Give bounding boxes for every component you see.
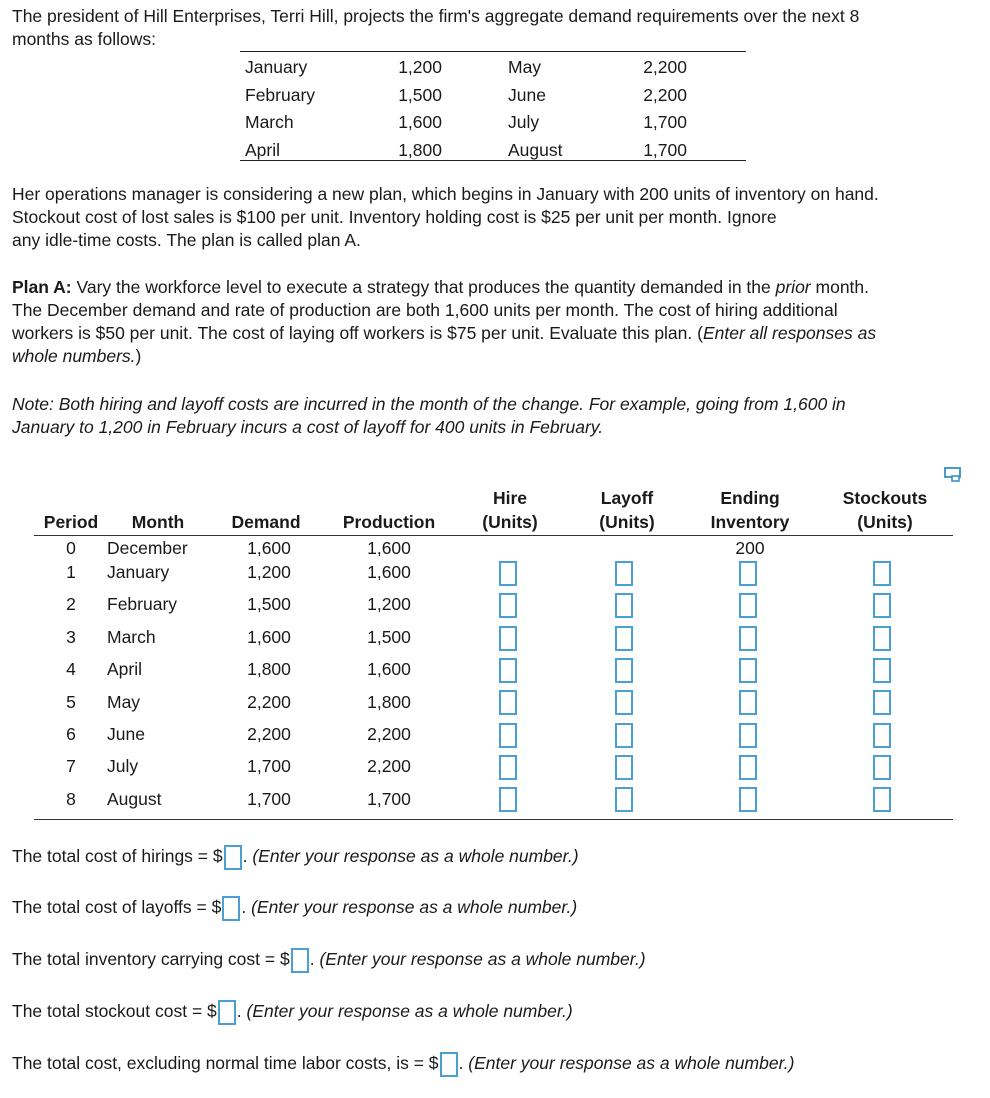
hire-input[interactable]: [499, 690, 517, 715]
cell-month: July: [107, 756, 139, 776]
cell-demand: 1,700: [247, 756, 291, 776]
header-demand: Demand: [231, 512, 301, 532]
layoff-input[interactable]: [615, 658, 633, 683]
header-production: Production: [342, 512, 436, 532]
cell-period: 2: [66, 594, 76, 614]
total-hirings-input[interactable]: [224, 845, 242, 870]
demand-table-value: 1,500: [398, 84, 442, 105]
cell-demand: 1,800: [247, 659, 291, 679]
header-hire-line1: Hire: [492, 488, 528, 508]
ending-inventory-input[interactable]: [739, 690, 757, 715]
answer-carrying-hint: (Enter your response as a whole number.): [319, 949, 646, 969]
header-ending-inventory: [696, 486, 804, 534]
cell-production: 1,600: [367, 538, 411, 558]
header-hire-line2: (Units): [482, 512, 538, 532]
answer-total-hint: (Enter your response as a whole number.): [468, 1053, 795, 1073]
hire-input[interactable]: [499, 658, 517, 683]
cell-month: March: [107, 627, 156, 647]
answer-layoffs-label: The total cost of layoffs = $: [12, 897, 222, 917]
demand-table-month2: May: [508, 57, 542, 77]
intro-text: [12, 5, 859, 51]
cell-period: 7: [66, 756, 76, 776]
hire-input[interactable]: [499, 626, 517, 651]
answer-stockout-hint: (Enter your response as a whole number.): [246, 1001, 573, 1021]
header-layoff-line1: Layoff: [600, 488, 654, 508]
header-ending-line2: Inventory: [710, 512, 790, 532]
answer-stockout: [12, 998, 573, 1025]
layoff-input[interactable]: [615, 561, 633, 586]
cell-period: 3: [66, 627, 76, 647]
cell-production: 1,800: [367, 692, 411, 712]
demand-table-value2: 1,700: [643, 139, 687, 160]
demand-table-value2: 2,200: [643, 84, 687, 105]
total-carrying-input[interactable]: [291, 948, 309, 973]
plan-a-text-1c: month.: [810, 277, 870, 297]
ending-inventory-input[interactable]: [739, 658, 757, 683]
layoff-input[interactable]: [615, 755, 633, 780]
cell-month: December: [107, 538, 188, 558]
answer-stockout-label: The total stockout cost = $: [12, 1001, 217, 1021]
note-paragraph: [12, 393, 846, 439]
cell-demand: 1,500: [247, 594, 291, 614]
operations-line-3: any idle-time costs. The plan is called plan A.: [12, 230, 361, 250]
answer-carrying-label: The total inventory carrying cost = $: [12, 949, 290, 969]
cell-month: February: [107, 594, 178, 614]
stockouts-input[interactable]: [873, 593, 891, 618]
cell-demand: 2,200: [247, 692, 291, 712]
cell-month: May: [107, 692, 141, 712]
answer-total-label: The total cost, excluding normal time labor costs, is = $: [12, 1053, 439, 1073]
table-header-rule: [34, 535, 953, 536]
demand-table-bottom-rule: [240, 160, 746, 161]
stockouts-input[interactable]: [873, 658, 891, 683]
operations-line-1: Her operations manager is considering a new plan, which begins in January with 200 units of inventory on hand.: [12, 184, 879, 204]
stockouts-input[interactable]: [873, 626, 891, 651]
cell-period: 6: [66, 724, 76, 744]
cell-period: 8: [66, 789, 76, 809]
answer-stockout-period: .: [236, 1001, 242, 1021]
total-layoffs-input[interactable]: [222, 896, 240, 921]
ending-inventory-input[interactable]: [739, 723, 757, 748]
total-cost-input[interactable]: [440, 1052, 458, 1077]
cell-month: June: [107, 724, 145, 744]
answer-layoffs-hint: (Enter your response as a whole number.): [251, 897, 578, 917]
cell-production: 1,700: [367, 789, 411, 809]
operations-paragraph: [12, 183, 879, 252]
answer-hirings-label: The total cost of hirings = $: [12, 846, 223, 866]
plan-a-text-4b: ): [135, 346, 142, 366]
demand-table-value: 1,800: [398, 139, 442, 160]
stockouts-input[interactable]: [873, 787, 891, 812]
demand-table-month: April: [245, 139, 281, 160]
layoff-input[interactable]: [615, 690, 633, 715]
cell-month: January: [107, 562, 170, 582]
cell-production: 1,600: [367, 659, 411, 679]
header-layoff-line2: (Units): [599, 512, 655, 532]
table-bottom-rule: [34, 819, 953, 820]
cell-month: April: [107, 659, 143, 679]
layoff-input[interactable]: [615, 593, 633, 618]
answer-hirings-hint: (Enter your response as a whole number.): [252, 846, 579, 866]
intro-line-2: months as follows:: [12, 29, 156, 49]
cell-demand: 2,200: [247, 724, 291, 744]
layoff-input[interactable]: [615, 787, 633, 812]
ending-inventory-input[interactable]: [739, 626, 757, 651]
ending-inventory-input[interactable]: [739, 593, 757, 618]
demand-table-month2: July: [508, 112, 540, 132]
answer-hirings-period: .: [242, 846, 248, 866]
demand-table-month2: August: [508, 139, 563, 160]
answer-layoffs: [12, 894, 577, 921]
ending-inventory-input[interactable]: [739, 561, 757, 586]
cell-demand: 1,700: [247, 789, 291, 809]
cell-ending-inventory: 200: [735, 538, 765, 558]
header-month: Month: [131, 512, 185, 532]
answer-total-period: .: [458, 1053, 464, 1073]
hire-input[interactable]: [499, 755, 517, 780]
demand-table-top-rule: [240, 51, 746, 52]
plan-a-text-1a: Vary the workforce level to execute a strategy that produces the quantity demanded in the: [71, 277, 776, 297]
header-layoff: [582, 486, 672, 534]
header-ending-line1: Ending: [720, 488, 780, 508]
header-stockouts: [830, 486, 940, 534]
operations-line-2: Stockout cost of lost sales is $100 per unit. Inventory holding cost is $25 per unit per month. Ignore: [12, 207, 777, 227]
plan-a-prior: prior: [775, 277, 811, 297]
cell-production: 2,200: [367, 724, 411, 744]
note-line-2: January to 1,200 in February incurs a cost of layoff for 400 units in February.: [12, 417, 604, 437]
hire-input[interactable]: [499, 723, 517, 748]
answer-carrying: [12, 946, 646, 973]
stockouts-input[interactable]: [873, 690, 891, 715]
hire-input[interactable]: [499, 593, 517, 618]
cell-period: 5: [66, 692, 76, 712]
copy-icon[interactable]: [944, 466, 964, 482]
stockouts-input[interactable]: [873, 755, 891, 780]
demand-table-value: 1,200: [398, 57, 442, 77]
answer-carrying-period: .: [309, 949, 315, 969]
hire-input[interactable]: [499, 561, 517, 586]
cell-period: 4: [66, 659, 76, 679]
layoff-input[interactable]: [615, 626, 633, 651]
header-period: Period: [43, 512, 99, 532]
cell-period: 0: [66, 538, 76, 558]
stockouts-input[interactable]: [873, 723, 891, 748]
layoff-input[interactable]: [615, 723, 633, 748]
demand-table-value2: 1,700: [643, 112, 687, 132]
header-hire: [466, 486, 554, 534]
demand-table-month: March: [245, 112, 294, 132]
cell-production: 1,600: [367, 562, 411, 582]
plan-a-text-4a: whole numbers.: [12, 346, 136, 366]
answer-layoffs-period: .: [241, 897, 247, 917]
answer-hirings: [12, 843, 579, 870]
ending-inventory-input[interactable]: [739, 755, 757, 780]
plan-a-label: Plan A:: [12, 277, 72, 297]
plan-a-text-2: The December demand and rate of production are both 1,600 units per month. The cost of hiring additional: [12, 300, 838, 320]
stockouts-input[interactable]: [873, 561, 891, 586]
demand-table-value: 1,600: [398, 112, 442, 132]
ending-inventory-input[interactable]: [739, 787, 757, 812]
demand-table-month: January: [245, 57, 308, 77]
header-stockouts-line1: Stockouts: [842, 488, 928, 508]
demand-table-value2: 2,200: [643, 57, 687, 77]
cell-period: 1: [66, 562, 76, 582]
plan-a-paragraph: [12, 276, 876, 368]
cell-production: 1,500: [367, 627, 411, 647]
note-line-1: Note: Both hiring and layoff costs are incurred in the month of the change. For example, going from 1,600 in: [12, 394, 846, 414]
cell-production: 2,200: [367, 756, 411, 776]
cell-month: August: [107, 789, 162, 809]
answer-total: [12, 1050, 794, 1077]
cell-production: 1,200: [367, 594, 411, 614]
total-stockout-input[interactable]: [218, 1000, 236, 1025]
plan-a-text-3b: Enter all responses as: [702, 323, 877, 343]
hire-input[interactable]: [499, 787, 517, 812]
demand-table-month: February: [245, 84, 316, 105]
cell-demand: 1,600: [247, 538, 291, 558]
demand-table-month2: June: [508, 84, 546, 105]
plan-a-text-3a: workers is $50 per unit. The cost of laying off workers is $75 per unit. Evaluate this plan. (: [12, 323, 703, 343]
cell-demand: 1,200: [247, 562, 291, 582]
intro-line-1: The president of Hill Enterprises, Terri Hill, projects the firm's aggregate demand requirements over the next 8: [12, 6, 860, 26]
header-stockouts-line2: (Units): [857, 512, 913, 532]
cell-demand: 1,600: [247, 627, 291, 647]
